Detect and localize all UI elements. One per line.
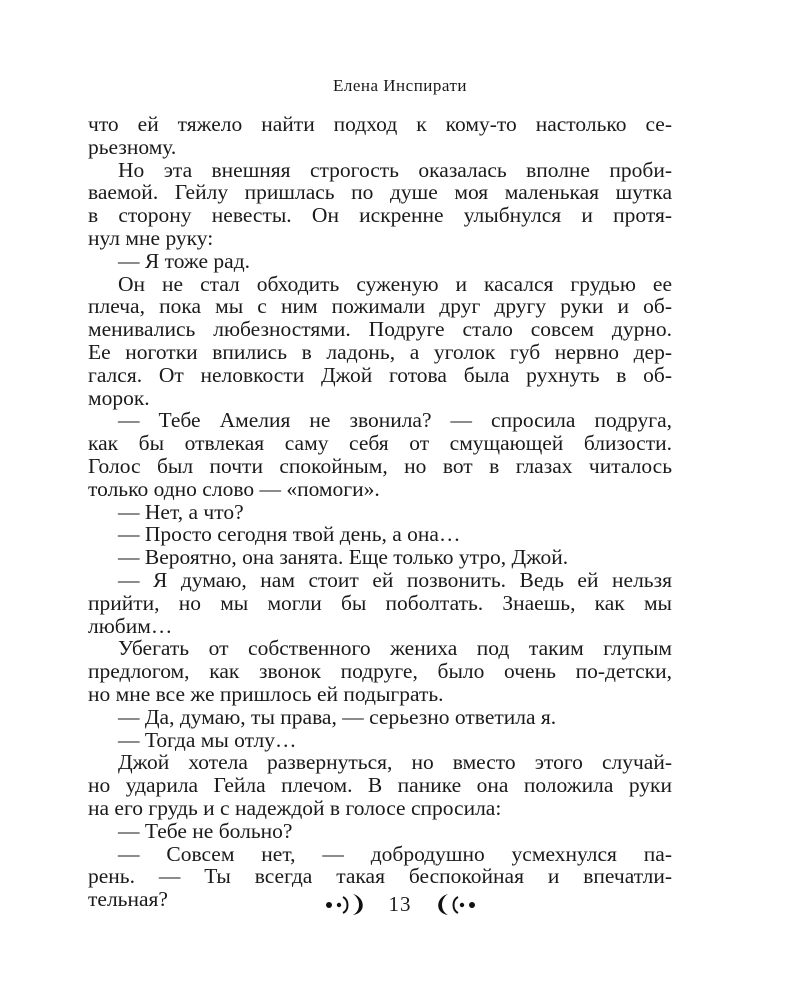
text-line: — Я думаю, нам стоит ей позвонить. Ведь ей нельзя [118,567,672,592]
text-line: Он не стал обходить суженую и касался грудью ее [118,271,672,296]
page-number: 13 [388,891,412,916]
text-line: — Просто сегодня твой день, а она… [118,522,461,547]
text-line: но мне все же пришлось ей подыграть. [88,681,444,706]
running-header: Елена Инспирати [332,76,468,95]
text-line: рьезному. [88,134,177,159]
text-line: предлогом, как звонок подруге, было очень по-детски, [88,659,672,684]
left-moon-ornament-icon [323,891,375,917]
page-footer [0,891,800,917]
text-line: в сторону невесты. Он искренне улыбнулся и протя- [88,203,672,228]
body-text [88,113,672,911]
text-line: — Да, думаю, ты права, — серьезно ответила я. [118,704,557,729]
text-line: — Тебе Амелия не звонила? — спросила подруга, [118,408,672,433]
text-line: Джой хотела развернуться, но вместо этого случай- [118,750,672,775]
text-line: только одно слово — «помоги». [88,476,380,501]
text-line: гался. От неловкости Джой готова была рухнуть в об- [88,362,672,387]
text-line: — Я тоже рад. [118,248,251,273]
text-line: Но эта внешняя строгость оказалась вполне проби- [118,157,672,182]
text-line: прийти, но мы могли бы поболтать. Знаешь, как мы [88,590,672,615]
text-line: — Тогда мы отлу… [118,727,297,752]
text-line: — Совсем нет, — добродушно усмехнулся па- [118,841,672,866]
text-line: менивались любезностями. Подруге стало совсем дурно. [88,317,672,342]
text-line: нул мне руку: [88,225,214,250]
text-line: тельная? [88,887,168,912]
text-line: — Нет, а что? [118,499,244,524]
text-line: рень. — Ты всегда такая беспокойная и впечатли- [88,864,672,889]
text-line: на его грудь и с надеждой в голосе спросила: [88,795,502,820]
text-line: морок. [88,385,150,410]
right-moon-ornament-icon [426,891,478,917]
text-line: плеча, пока мы с ним пожимали друг другу руки и об- [88,294,672,319]
text-line: любим… [88,613,173,638]
text-line: — Вероятно, она занята. Еще только утро, Джой. [118,545,569,570]
text-line: что ей тяжело найти подход к кому-то настолько се- [88,112,672,136]
text-line: ваемой. Гейлу пришлась по душе моя маленькая шутка [88,180,672,205]
text-line: Ее ноготки впились в ладонь, а уголок губ нервно дер- [88,339,672,364]
text-line: как бы отвлекая саму себя от смущающей близости. [88,431,672,456]
text-line: — Тебе не больно? [118,818,293,843]
text-line: но ударила Гейла плечом. В панике она положила руки [88,773,672,798]
text-line: Голос был почти спокойным, но вот в глазах читалось [88,453,672,478]
text-line: Убегать от собственного жениха под таким глупым [118,636,672,661]
